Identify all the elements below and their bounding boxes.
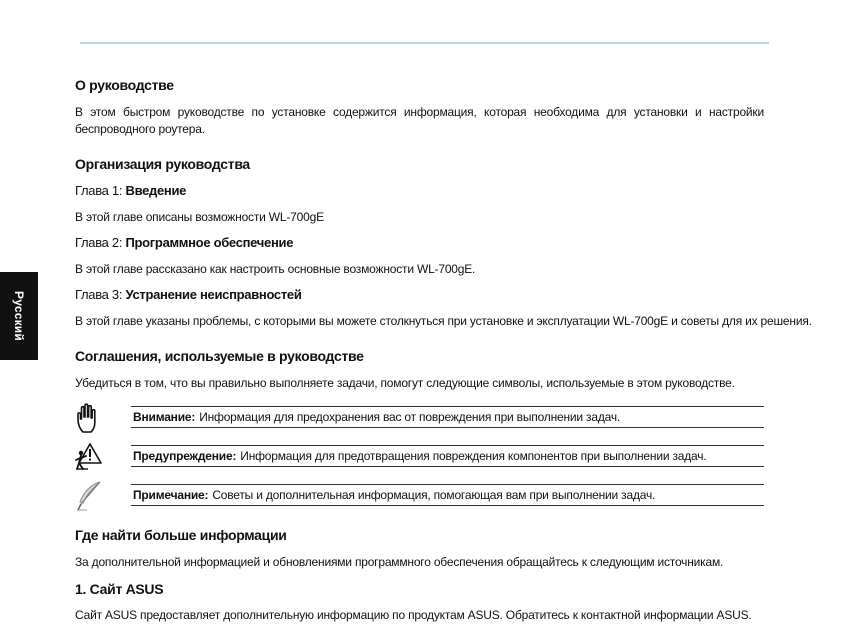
caution-note <box>75 402 764 436</box>
more-info-heading: Где найти больше информации <box>75 527 287 543</box>
hand-stop-icon <box>75 402 103 436</box>
warning-note-box <box>131 445 764 467</box>
header-divider <box>80 42 769 44</box>
asus-site-text: Сайт ASUS предоставляет дополнительную информацию по продуктам ASUS. Обратитесь к контактной информации ASUS. <box>75 608 752 622</box>
more-info-text: За дополнительной информацией и обновлениями программного обеспечения обращайтесь к следующим источникам. <box>75 555 724 569</box>
chapter-3-name: Устранение неисправностей <box>125 287 302 302</box>
note-note <box>75 480 764 514</box>
about-heading: О руководстве <box>75 77 174 93</box>
caution-text: Информация для предохранения вас от повреждения при выполнении задач. <box>199 410 621 424</box>
note-text: Советы и дополнительная информация, помогающая вам при выполнении задач. <box>212 488 656 502</box>
chapter-1-name: Введение <box>125 183 187 198</box>
chapter-2-title <box>75 235 293 250</box>
chapter-1-title <box>75 183 186 198</box>
conventions-heading: Соглашения, используемые в руководстве <box>75 348 364 364</box>
chapter-3-prefix: Глава 3: <box>75 287 126 302</box>
chapter-1-description: В этой главе описаны возможности WL-700gE <box>75 210 324 224</box>
language-side-tab <box>0 272 38 360</box>
caution-label: Внимание: <box>133 410 196 424</box>
chapter-3-title <box>75 287 302 302</box>
feather-pen-icon <box>75 480 103 514</box>
chapter-2-name: Программное обеспечение <box>125 235 294 250</box>
note-label: Примечание: <box>133 488 209 502</box>
chapter-2-description: В этой главе рассказано как настроить основные возможности WL-700gE. <box>75 262 476 276</box>
about-text: В этом быстром руководстве по установке содержится информация, которая необходима для установки и настройки беспроводного роутера. <box>75 105 764 136</box>
caution-note-box <box>131 406 764 428</box>
language-tab-label: Русский <box>12 291 27 341</box>
warning-note <box>75 441 764 475</box>
warning-person-icon <box>75 441 103 475</box>
warning-text: Информация для предотвращения повреждения компонентов при выполнении задач. <box>240 449 707 463</box>
chapter-1-prefix: Глава 1: <box>75 183 126 198</box>
conventions-intro: Убедиться в том, что вы правильно выполняете задачи, помогут следующие символы, используемые в этом руководстве. <box>75 376 735 390</box>
organization-heading: Организация руководства <box>75 156 250 172</box>
warning-label: Предупреждение: <box>133 449 237 463</box>
note-note-box <box>131 484 764 506</box>
chapter-2-prefix: Глава 2: <box>75 235 126 250</box>
chapter-3-description: В этой главе указаны проблемы, с которыми вы можете столкнуться при установке и эксплуатации WL-700gE и советы для их решения. <box>75 314 812 328</box>
asus-site-heading: 1. Сайт ASUS <box>75 581 164 597</box>
